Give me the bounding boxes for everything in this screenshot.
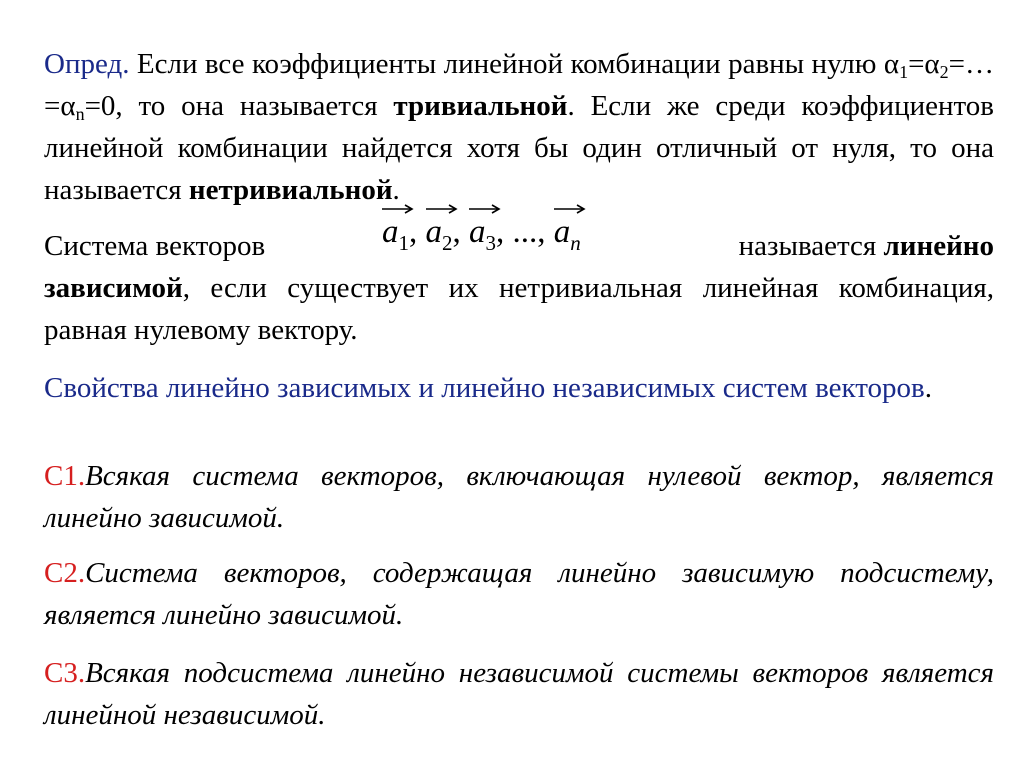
term-nontrivial: нетривиальной bbox=[188, 174, 393, 206]
property-c1 bbox=[44, 455, 994, 539]
term-linearly-dependent-2: зависимой bbox=[44, 272, 183, 304]
vector-arrow-icon bbox=[552, 202, 588, 216]
vector-arrow-icon bbox=[380, 202, 416, 216]
vector-subscript: n bbox=[570, 231, 581, 255]
property-text: Всякая система векторов, включающая нулевой вектор, является линейно зависимой. bbox=[44, 460, 994, 534]
properties-heading-period: . bbox=[924, 372, 932, 404]
definition-text-1: Если все коэффициенты линейной комбинации равны нулю α bbox=[129, 48, 900, 80]
term-trivial: тривиальной bbox=[393, 90, 568, 122]
vector-subscript: 1 bbox=[398, 231, 409, 255]
definition-text-3: . Если же среди коэффициентов линейной комбинации найдется хотя бы один отличный от нуля, то она называется bbox=[44, 90, 994, 206]
vector-letter: a bbox=[469, 214, 486, 250]
property-label: С3. bbox=[44, 657, 86, 689]
definition-text-4: . bbox=[392, 174, 400, 206]
term-linearly-dependent-1: линейно bbox=[883, 230, 994, 262]
alpha-subscript-n: n bbox=[75, 104, 85, 124]
property-text: Система векторов, содержащая линейно зависимую подсистему, является линейно зависимой. bbox=[44, 557, 994, 631]
vector-subscript: 3 bbox=[485, 231, 496, 255]
properties-heading-text: Свойства линейно зависимых и линейно независимых систем векторов bbox=[44, 372, 925, 404]
definition-eq-2: =…=α bbox=[44, 48, 994, 122]
vector-letter: a bbox=[425, 214, 442, 250]
property-c3 bbox=[44, 652, 994, 736]
dependence-line-1 bbox=[44, 225, 994, 267]
property-c2 bbox=[44, 552, 994, 636]
vector-letter: a bbox=[553, 214, 571, 250]
definition-eq-1: =α bbox=[908, 48, 940, 80]
property-label: С1. bbox=[44, 460, 86, 492]
formula-separator: , bbox=[452, 214, 469, 250]
dependence-paragraph bbox=[44, 225, 994, 351]
dependence-text-2: называется bbox=[738, 230, 884, 262]
dependence-line-1-end bbox=[739, 225, 994, 267]
formula-dots: ..., bbox=[512, 214, 546, 250]
definition-paragraph bbox=[44, 43, 994, 211]
definition-text-2: =0, то она называется bbox=[84, 90, 394, 122]
formula-separator: , bbox=[496, 214, 513, 250]
property-text: Всякая подсистема линейно независимой системы векторов является линейной независимой. bbox=[44, 657, 994, 731]
properties-heading bbox=[44, 367, 994, 409]
property-label: С2. bbox=[44, 557, 86, 589]
alpha-subscript-2: 2 bbox=[939, 62, 949, 82]
definition-label: Опред. bbox=[44, 48, 130, 80]
vector-subscript: 2 bbox=[442, 231, 453, 255]
dependence-text-1: Система векторов bbox=[44, 230, 266, 262]
dependence-line-rest bbox=[44, 267, 994, 351]
formula-separator: , bbox=[409, 214, 426, 250]
vector-letter: a bbox=[382, 214, 399, 250]
vector-arrow-icon bbox=[467, 202, 503, 216]
vector-arrow-icon bbox=[424, 202, 460, 216]
alpha-subscript-1: 1 bbox=[899, 62, 909, 82]
dependence-text-3: , если существует их нетривиальная линейная комбинация, равная нулевому вектору. bbox=[44, 272, 994, 346]
